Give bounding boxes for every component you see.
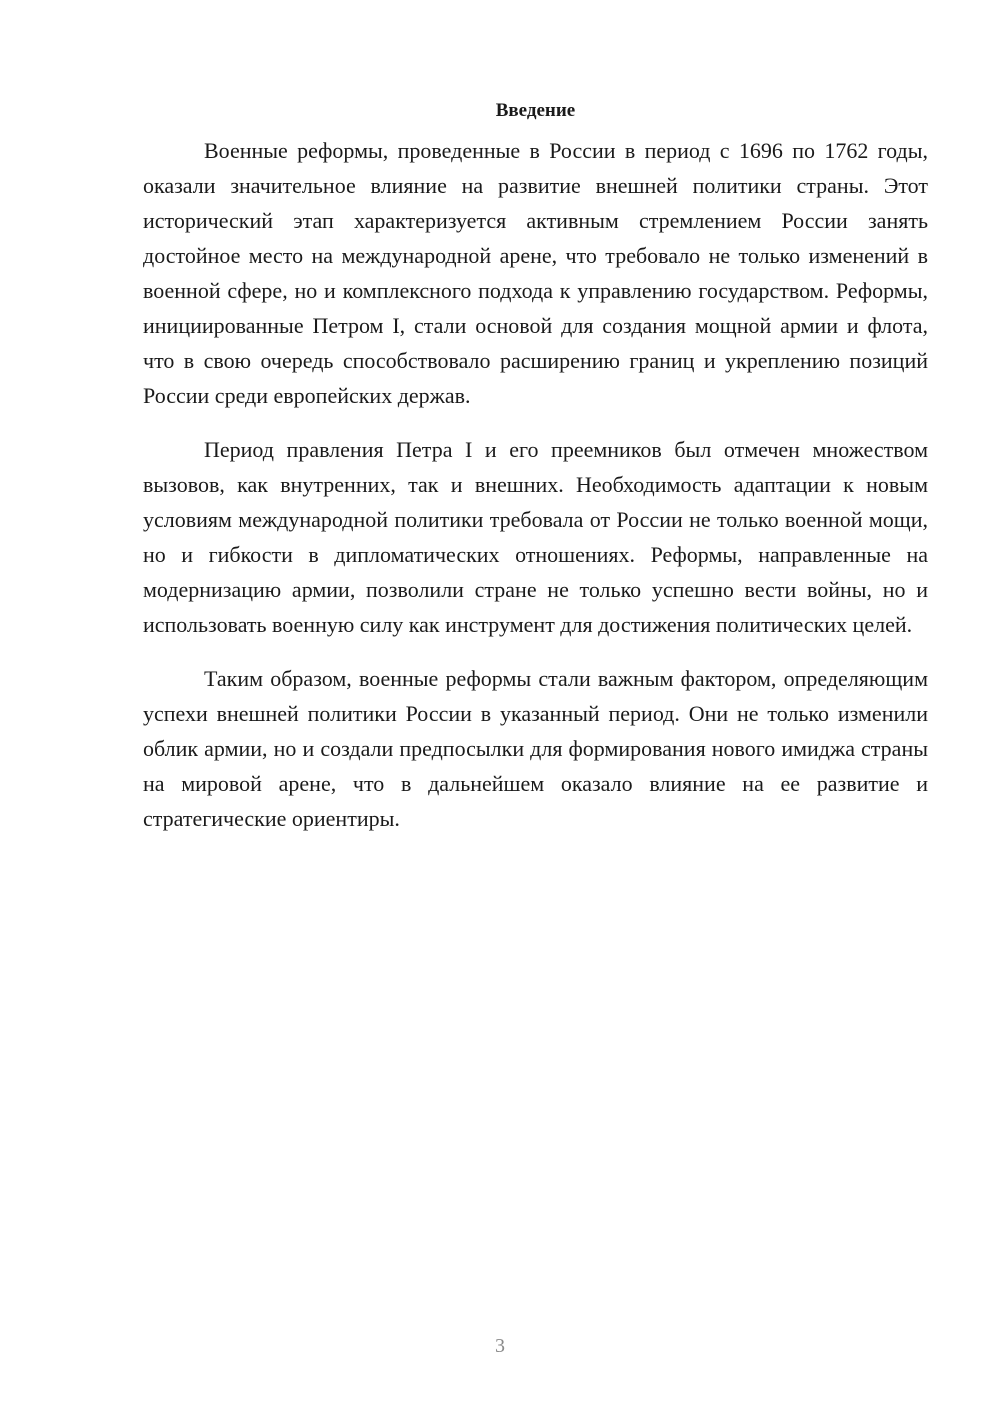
paragraph: Период правления Петра I и его преемников был отмечен множеством вызовов, как внутренних, так и внешних. Необходимость адаптации к новым условиям международной политики требовала от России не только военной мощи, но и гибкости в дипломатических отношениях. Реформы, направленные на модернизацию армии, позволили стране не только успешно вести войны, но и использовать военную силу как инструмент для достижения политических целей.: [143, 437, 928, 637]
page-number: 3: [495, 1335, 505, 1357]
document-body: [143, 97, 928, 855]
section-title: Введение: [495, 100, 576, 121]
paragraph: Военные реформы, проведенные в России в период с 1696 по 1762 годы, оказали значительное влияние на развитие внешней политики страны. Этот исторический этап характеризуется активным стремлением России занять достойное место на международной арене, что требовало не только изменений в военной сфере, но и комплексного подхода к управлению государством. Реформы, инициированные Петром I, стали основой для создания мощной армии и флота, что в свою очередь способствовало расширению границ и укреплению позиций России среди европейских держав.: [143, 138, 928, 408]
paragraph: Таким образом, военные реформы стали важным фактором, определяющим успехи внешней политики России в указанный период. Они не только изменили облик армии, но и создали предпосылки для формирования нового имиджа страны на мировой арене, что в дальнейшем оказало влияние на ее развитие и стратегические ориентиры.: [143, 666, 928, 831]
